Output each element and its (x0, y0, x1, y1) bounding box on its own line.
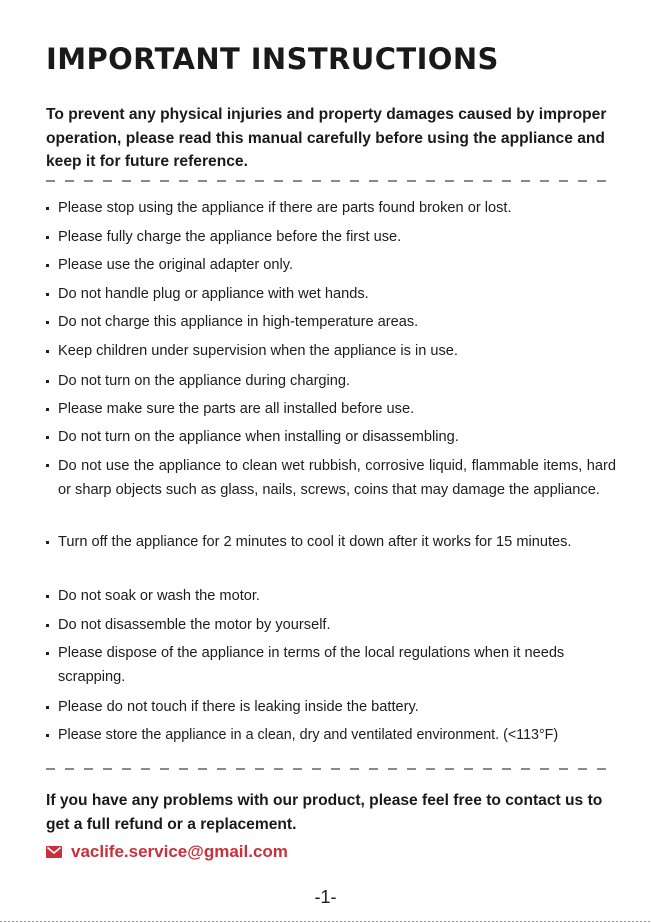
list-item (46, 398, 616, 422)
bullet-icon (46, 380, 49, 383)
list-item (46, 585, 616, 609)
list-item-text: Please do not touch if there is leaking inside the battery. (58, 699, 419, 715)
list-item (46, 370, 616, 394)
list-item (46, 426, 616, 450)
list-item-text: Turn off the appliance for 2 minutes to cool it down after it works for 15 minutes. (58, 534, 572, 550)
bullet-icon (46, 652, 49, 655)
page-number: -1- (314, 887, 337, 907)
list-item-text: Do not turn on the appliance during charging. (58, 373, 351, 389)
bullet-icon (46, 541, 49, 544)
list-item-text: Do not turn on the appliance when installing or disassembling. (58, 429, 459, 445)
bullet-icon (46, 207, 49, 210)
dashed-divider-top (46, 180, 606, 182)
list-item-text: Please fully charge the appliance before the first use. (58, 229, 402, 245)
bullet-icon (46, 734, 49, 737)
list-item (46, 311, 616, 335)
list-item-text: Please use the original adapter only. (58, 257, 294, 273)
bullet-icon (46, 350, 49, 353)
intro-paragraph: To prevent any physical injuries and property damages caused by improper operation, please read this manual carefully before using the appliance and keep it for future reference. (46, 106, 607, 170)
bullet-icon (46, 293, 49, 296)
list-item (46, 531, 576, 555)
bullet-icon (46, 264, 49, 267)
list-item (46, 642, 586, 689)
page-title: IMPORTANT INSTRUCTIONS (46, 42, 499, 76)
dashed-divider-bottom (46, 768, 606, 770)
list-item (46, 254, 616, 278)
bullet-icon (46, 706, 49, 709)
page-edge-line (0, 919, 651, 923)
list-item (46, 197, 616, 221)
bullet-icon (46, 624, 49, 627)
list-item (46, 340, 616, 364)
list-item (46, 696, 616, 720)
contact-email[interactable] (46, 840, 288, 864)
list-item (46, 614, 616, 638)
bullet-icon (46, 436, 49, 439)
bullet-icon (46, 236, 49, 239)
email-link[interactable]: vaclife.service@gmail.com (71, 842, 288, 861)
list-item-text: Keep children under supervision when the appliance is in use. (58, 343, 458, 359)
list-item-text: Do not use the appliance to clean wet rubbish, corrosive liquid, flammable items, hard or sharp objects such as glass, nails, screws, coins that may damage the appliance. (58, 458, 616, 498)
list-item-text: Please stop using the appliance if there are parts found broken or lost. (58, 200, 512, 216)
list-item-text: Please make sure the parts are all installed before use. (58, 401, 415, 417)
list-item-text: Please dispose of the appliance in terms of the local regulations when it needs scrapping. (58, 645, 565, 685)
list-item-text: Do not charge this appliance in high-temperature areas. (58, 314, 419, 330)
bullet-icon (46, 321, 49, 324)
contact-message: If you have any problems with our product, please feel free to contact us to get a full refund or a replacement. (46, 792, 603, 833)
envelope-icon (46, 846, 62, 858)
bullet-icon (46, 595, 49, 598)
bullet-icon (46, 464, 49, 467)
list-item (46, 226, 616, 250)
bullet-icon (46, 408, 49, 411)
list-item (46, 283, 616, 307)
list-item-text: Do not disassemble the motor by yourself. (58, 617, 331, 633)
list-item (46, 454, 616, 502)
list-item (46, 724, 626, 748)
list-item-text: Do not soak or wash the motor. (58, 588, 260, 604)
list-item-text: Do not handle plug or appliance with wet hands. (58, 286, 369, 302)
list-item-text: Please store the appliance in a clean, dry and ventilated environment. (<113°F) (58, 727, 559, 743)
